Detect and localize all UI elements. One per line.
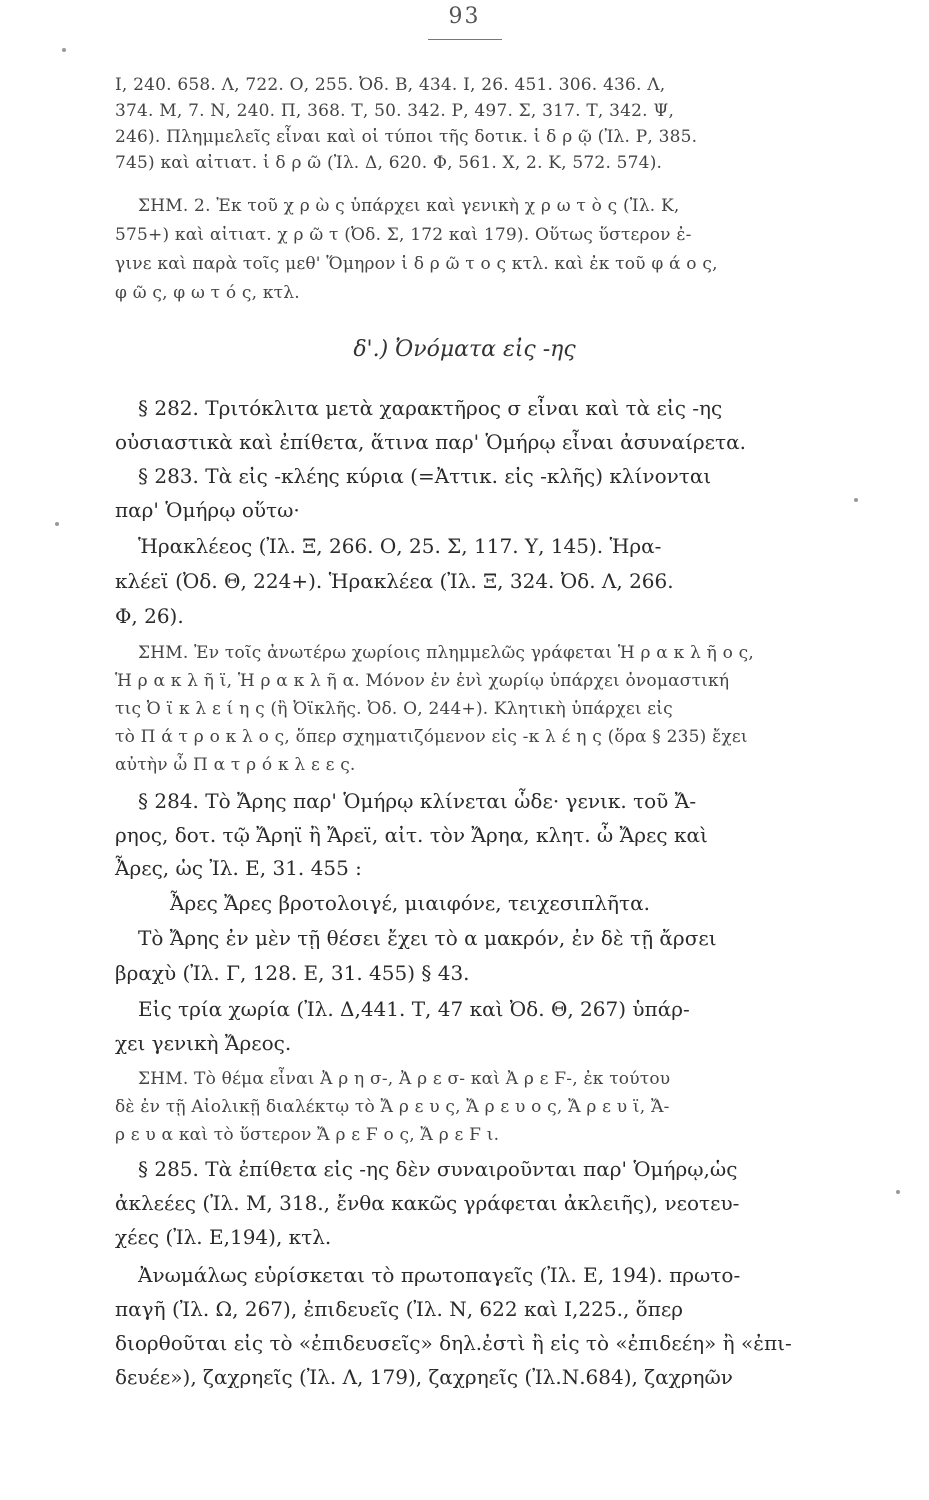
text-line: 745) καὶ αἰτιατ. ἱ δ ρ ῶ (Ἰλ. Δ, 620. Φ, 561. Χ, 2. Κ, 572. 574). [115,153,663,173]
text-line: χέες (Ἰλ. Ε,194), κτλ. [115,1225,332,1249]
text-line: παγῆ (Ἰλ. Ω, 267), ἐπιδευεῖς (Ἰλ. Ν, 622 καὶ Ι,225., ὅπερ [115,1297,683,1321]
text-line: ρηος, δοτ. τῷ Ἄρηϊ ἢ Ἄρεϊ, αἰτ. τὸν Ἄρηα, κλητ. ὦ Ἄρες καὶ [115,823,708,847]
text-line: βραχὺ (Ἰλ. Γ, 128. Ε, 31. 455) § 43. [115,961,470,985]
text-line: Εἰς τρία χωρία (Ἰλ. Δ,441. Τ, 47 καὶ Ὀδ. Θ, 267) ὑπάρ- [138,997,690,1021]
text-line: Ἆρες, ὡς Ἰλ. Ε, 31. 455 : [115,856,362,880]
text-line: Ἀνωμάλως εὑρίσκεται τὸ πρωτοπαγεῖς (Ἰλ. Ε, 194). πρωτο- [138,1263,741,1287]
text-line: § 285. Τὰ ἐπίθετα εἰς -ης δὲν συναιροῦνται παρ' Ὁμήρῳ,ὡς [138,1157,738,1181]
text-line: αὐτὴν ὦ Π α τ ρ ό κ λ ε ε ς. [115,755,356,775]
text-line: Ι, 240. 658. Λ, 722. Ο, 255. Ὀδ. Β, 434. Ι, 26. 451. 306. 436. Λ, [115,75,666,95]
text-line: οὐσιαστικὰ καὶ ἐπίθετα, ἅτινα παρ' Ὁμήρῳ εἶναι ἀσυναίρετα. [115,430,746,454]
text-line: § 283. Τὰ εἰς -κλέης κύρια (=Ἀττικ. εἰς -κλῆς) κλίνονται [138,464,712,488]
text-line: § 282. Τριτόκλιτα μετὰ χαρακτῆρος σ εἶναι καὶ τὰ εἰς -ης [138,396,723,420]
ink-speck [62,48,66,52]
text-line: Ἡρακλέεος (Ἰλ. Ξ, 266. Ο, 25. Σ, 117. Υ, 145). Ἡρα- [138,534,662,558]
text-line: παρ' Ὁμήρῳ οὕτω· [115,498,300,522]
text-line: τὸ Π ά τ ρ ο κ λ ο ς, ὅπερ σχηματιζόμενον εἰς -κ λ έ η ς (ὅρα § 235) ἔχει [115,727,748,747]
text-line: ἀκλεέες (Ἰλ. Μ, 318., ἔνθα κακῶς γράφεται ἀκλειῆς), νεοτευ- [115,1191,740,1215]
text-line: ΣΗΜ. Τὸ θέμα εἶναι Ἀ ρ η σ-, Ἀ ρ ε σ- καὶ Ἀ ρ ε Ϝ-, ἐκ τούτου [138,1069,671,1089]
text-line: ρ ε υ α καὶ τὸ ὕστερον Ἄ ρ ε Ϝ ο ς, Ἄ ρ ε Ϝ ι. [115,1125,500,1145]
section-heading: δ'.) Ὀνόματα εἰς -ης [353,337,576,362]
ink-speck [896,1190,900,1194]
text-line: τις Ὀ ϊ κ λ ε ί η ς (ἢ Ὀϊκλῆς. Ὀδ. Ο, 244+). Κλητικὴ ὑπάρχει εἰς [115,699,673,719]
text-line: 374. Μ, 7. Ν, 240. Π, 368. Τ, 50. 342. Ρ, 497. Σ, 317. Τ, 342. Ψ, [115,101,675,121]
text-line: δὲ ἐν τῇ Αἰολικῇ διαλέκτῳ τὸ Ἄ ρ ε υ ς, Ἄ ρ ε υ ο ς, Ἄ ρ ε υ ϊ, Ἄ- [115,1097,670,1117]
text-line: Ἡ ρ α κ λ ῆ ϊ, Ἡ ρ α κ λ ῆ α. Μόνον ἐν ἑνὶ χωρίῳ ὑπάρχει ὀνομαστική [115,671,730,691]
text-line: Τὸ Ἄρης ἐν μὲν τῇ θέσει ἔχει τὸ α μακρόν, ἐν δὲ τῇ ἄρσει [138,926,717,950]
text-line: Ἆρες Ἄρες βροτολοιγέ, μιαιφόνε, τειχεσιπλῆτα. [170,891,650,915]
text-line: φ ῶ ς, φ ω τ ό ς, κτλ. [115,283,300,303]
text-line: δευέε»), ζαχρηεῖς (Ἰλ. Λ, 179), ζαχρηεῖς (Ἰλ.Ν.684), ζαχρηῶν [115,1365,733,1389]
page-number-rule [428,39,502,40]
text-line: § 284. Τὸ Ἄρης παρ' Ὁμήρῳ κλίνεται ὧδε· γενικ. τοῦ Ἄ- [138,789,697,813]
text-line: γινε καὶ παρὰ τοῖς μεθ' Ὅμηρον ἱ δ ρ ῶ τ ο ς κτλ. καὶ ἐκ τοῦ φ ά ο ς, [115,254,718,274]
text-line: κλέεϊ (Ὀδ. Θ, 224+). Ἡρακλέεα (Ἰλ. Ξ, 324. Ὀδ. Λ, 266. [115,569,674,593]
text-line: ΣΗΜ. 2. Ἐκ τοῦ χ ρ ὼ ς ὑπάρχει καὶ γενικὴ χ ρ ω τ ὸ ς (Ἰλ. Κ, [138,196,680,216]
ink-speck [854,498,858,502]
text-line: ΣΗΜ. Ἐν τοῖς ἀνωτέρω χωρίοις πλημμελῶς γράφεται Ἡ ρ α κ λ ῆ ο ς, [138,643,754,663]
ink-speck [55,522,59,526]
text-line: Φ, 26). [115,604,184,628]
page-number: 93 [448,4,481,29]
text-line: 246). Πλημμελεῖς εἶναι καὶ οἱ τύποι τῆς δοτικ. ἱ δ ρ ῷ (Ἰλ. Ρ, 385. [115,127,698,147]
text-line: χει γενικὴ Ἄρεος. [115,1031,292,1055]
text-line: διορθοῦται εἰς τὸ «ἐπιδευσεῖς» δηλ.ἐστὶ ἢ εἰς τὸ «ἐπιδεέη» ἢ «ἐπι- [115,1331,792,1355]
text-line: 575+) καὶ αἰτιατ. χ ρ ῶ τ (Ὀδ. Σ, 172 καὶ 179). Οὕτως ὕστερον ἐ- [115,225,692,245]
